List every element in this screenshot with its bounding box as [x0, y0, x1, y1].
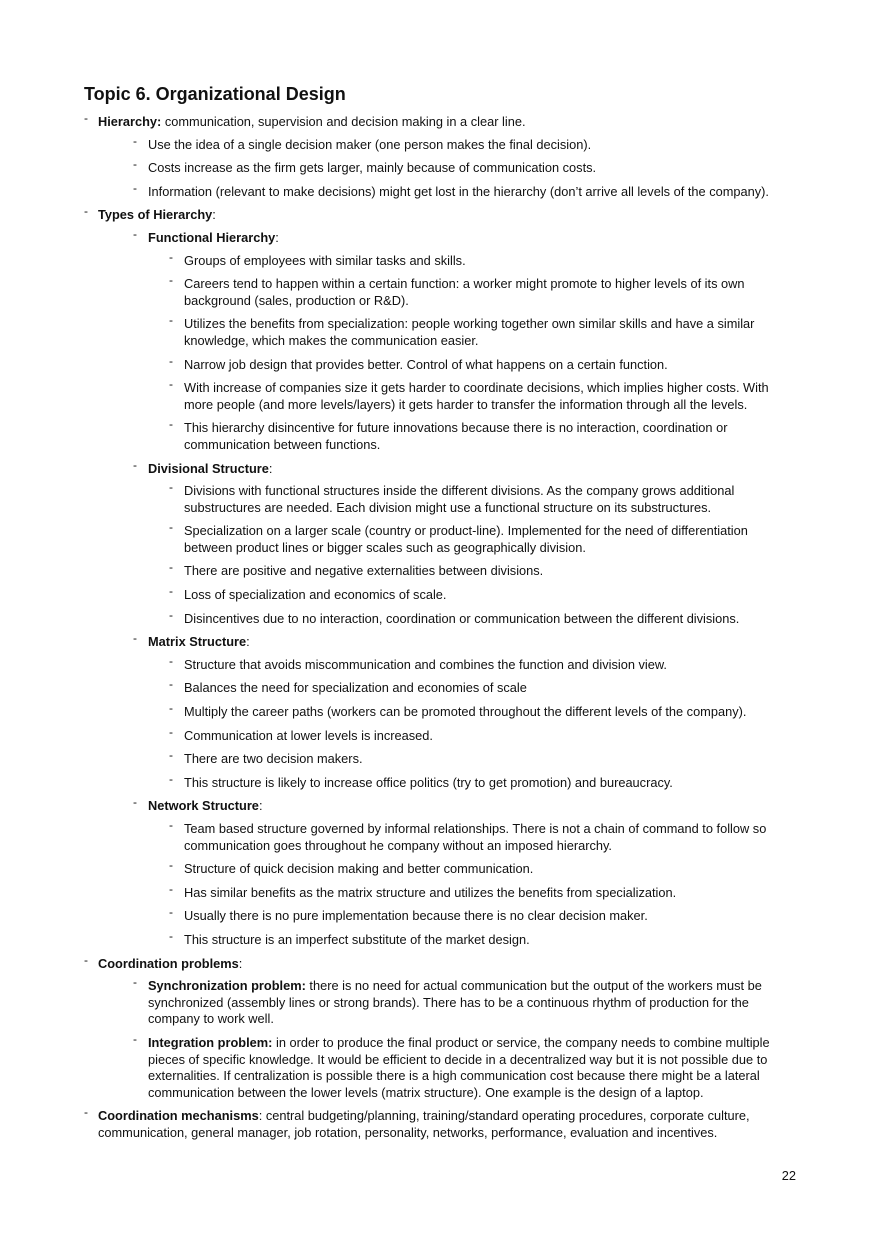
bullet-dash: - — [169, 724, 173, 739]
outline-subsubitem — [98, 653, 796, 674]
outline-subsubitem — [98, 249, 796, 270]
page-number: 22 — [781, 1168, 796, 1183]
bullet-dash: - — [84, 204, 88, 219]
bullet-dash: - — [169, 701, 173, 716]
item-text: : — [275, 229, 279, 245]
sub-list — [98, 480, 796, 627]
outline-subsubitem — [98, 313, 796, 349]
sub-list — [98, 133, 796, 201]
bullet-dash: - — [84, 111, 88, 125]
bullet-dash: - — [169, 353, 173, 368]
sub-list — [98, 226, 796, 949]
bullet-dash: - — [169, 748, 173, 763]
bullet-dash: - — [133, 226, 137, 241]
outline-subsubitem — [98, 584, 796, 604]
bullet-dash: - — [169, 584, 173, 599]
item-heading: Matrix Structure — [148, 634, 247, 650]
outline-subsubitem — [98, 858, 796, 878]
bullet-dash: - — [133, 457, 137, 472]
item-heading: Types of Hierarchy — [98, 207, 213, 223]
item-text: There are positive and negative externalities between divisions. — [184, 563, 544, 579]
item-text: This hierarchy disincentive for future innovations because there is no interaction, coordination or communication between functions. — [184, 420, 728, 452]
sub-list — [98, 975, 796, 1101]
outline-subitem — [98, 157, 796, 177]
item-text: communication, supervision and decision making in a clear line. — [161, 114, 526, 129]
item-text: Team based structure governed by informal relationships. There is not a chain of command to follow so communication goes throughout he company without an imposed hierarchy. — [184, 821, 767, 853]
outline-subitem — [98, 975, 796, 1028]
bullet-dash: - — [169, 858, 173, 873]
outline-item — [84, 1105, 796, 1141]
item-text: With increase of companies size it gets harder to coordinate decisions, which implies higher costs. With more people (and more levels/layers) it gets harder to transfer the information through all the levels. — [184, 380, 769, 412]
bullet-dash: - — [169, 377, 173, 392]
sub-list — [98, 249, 796, 454]
sub-list — [98, 653, 796, 792]
outline-subitem — [98, 795, 796, 948]
outline-subsubitem — [98, 607, 796, 628]
outline-item — [84, 952, 796, 1102]
outline-subsubitem — [98, 677, 796, 697]
outline-subsubitem — [98, 377, 796, 413]
item-text: Has similar benefits as the matrix structure and utilizes the benefits from specialization. — [184, 884, 677, 900]
bullet-dash: - — [169, 881, 173, 896]
outline-subsubitem — [98, 928, 796, 949]
item-text: Narrow job design that provides better. Control of what happens on a certain function. — [184, 356, 668, 372]
page-title: Topic 6. Organizational Design — [84, 84, 346, 104]
item-heading: Divisional Structure — [148, 460, 269, 476]
outline-subitem — [98, 180, 796, 201]
outline-subsubitem — [98, 480, 796, 516]
bullet-dash: - — [133, 180, 137, 195]
outline-subsubitem — [98, 881, 796, 902]
item-text: Utilizes the benefits from specialization: people working together own similar skills and have a similar knowledge, which makes the communication easier. — [184, 316, 755, 348]
bullet-dash: - — [133, 795, 137, 810]
bullet-dash: - — [133, 1031, 137, 1046]
item-text: Communication at lower levels is increased. — [184, 727, 433, 743]
item-text: there is no need for actual communication but the output of the workers must be synchronized (assembly lines or strong brands). There has to be a continuous rhythm of production for the company to work well. — [148, 978, 762, 1027]
bullet-dash: - — [169, 607, 173, 622]
outline-list — [84, 111, 796, 1142]
bullet-dash: - — [169, 928, 173, 943]
item-text: This structure is an imperfect substitute of the market design. — [184, 931, 530, 947]
item-text: : — [268, 460, 273, 476]
bullet-dash: - — [133, 133, 137, 148]
outline-subsubitem — [98, 724, 796, 745]
bullet-dash: - — [169, 818, 173, 832]
sub-list — [98, 818, 796, 949]
bullet-dash: - — [133, 631, 137, 646]
bullet-dash: - — [169, 249, 173, 264]
item-heading: Synchronization problem: — [148, 978, 306, 994]
bullet-dash: - — [84, 952, 88, 967]
item-text: Structure of quick decision making and better communication. — [184, 861, 534, 877]
document-body — [84, 111, 796, 1149]
outline-subsubitem — [98, 520, 796, 556]
item-text: Divisions with functional structures inside the different divisions. As the company grows additional substructures are needed. Each division might use a functional structure on its substructures. — [184, 483, 735, 515]
bullet-dash: - — [169, 417, 173, 432]
outline-subsubitem — [98, 417, 796, 453]
outline-subsubitem — [98, 560, 796, 580]
item-text: Groups of employees with similar tasks and skills. — [184, 252, 466, 268]
item-text: Balances the need for specialization and economies of scale — [184, 680, 527, 696]
outline-subitem — [98, 457, 796, 628]
item-heading: Coordination problems — [98, 955, 239, 971]
bullet-dash: - — [84, 1105, 88, 1120]
bullet-dash: - — [169, 520, 173, 535]
item-text: Disincentives due to no interaction, coordination or communication between the different divisions. — [184, 610, 740, 626]
outline-subsubitem — [98, 748, 796, 768]
item-text: Usually there is no pure implementation because there is no clear decision maker. — [184, 908, 648, 924]
item-text: Structure that avoids miscommunication and combines the function and division view. — [184, 656, 667, 672]
item-text: Careers tend to happen within a certain function: a worker might promote to higher levels of its own background (sales, production or R&D). — [184, 276, 745, 308]
outline-subitem — [98, 133, 796, 154]
item-text: in order to produce the final product or service, the company needs to combine multiple pieces of specific knowledge. It would be efficient to decide in a decentralized way but it is not possible due to externalities. If centralization is possible there is a high communication cost because there might be a lateral communication between the lower levels (matrix structure). One example is the design of a laptop. — [148, 1034, 770, 1100]
bullet-dash: - — [169, 480, 173, 495]
item-text: Costs increase as the firm gets larger, mainly because of communication costs. — [148, 160, 597, 176]
bullet-dash: - — [133, 157, 137, 172]
bullet-dash: - — [169, 905, 173, 920]
item-text: There are two decision makers. — [184, 751, 363, 767]
outline-subitem — [98, 1031, 796, 1101]
item-text: Multiply the career paths (workers can be promoted throughout the different levels of the company). — [184, 704, 747, 720]
outline-subsubitem — [98, 818, 796, 854]
item-text: : central budgeting/planning, training/standard operating procedures, corporate culture, communication, general manager, job rotation, personality, networks, performance, evaluation and incentives. — [98, 1108, 750, 1140]
bullet-dash: - — [169, 653, 173, 668]
item-heading: Network Structure — [148, 798, 259, 814]
outline-subsubitem — [98, 771, 796, 792]
item-text: Loss of specialization and economics of scale. — [184, 587, 447, 603]
item-heading: Coordination mechanisms — [98, 1108, 259, 1124]
bullet-dash: - — [169, 771, 173, 786]
outline-subsubitem — [98, 353, 796, 374]
item-text: : — [212, 207, 216, 223]
item-text: Specialization on a larger scale (country or product-line). Implemented for the need of differentiation between product lines or bigger scales such as geographically division. — [184, 523, 748, 555]
outline-subitem — [98, 631, 796, 791]
bullet-dash: - — [133, 975, 137, 990]
outline-subsubitem — [98, 905, 796, 925]
bullet-dash: - — [169, 313, 173, 328]
item-heading: Integration problem: — [148, 1034, 273, 1050]
item-text: Information (relevant to make decisions) might get lost in the hierarchy (don’t arrive all levels of the company). — [148, 183, 769, 199]
item-text: : — [246, 634, 250, 650]
item-text: : — [258, 798, 263, 814]
bullet-dash: - — [169, 273, 173, 288]
item-text: Use the idea of a single decision maker (one person makes the final decision). — [148, 136, 592, 152]
outline-subsubitem — [98, 701, 796, 721]
item-heading: Functional Hierarchy — [148, 229, 276, 245]
outline-subitem — [98, 226, 796, 454]
outline-subsubitem — [98, 273, 796, 309]
item-heading: Hierarchy: — [98, 114, 162, 129]
bullet-dash: - — [169, 560, 173, 575]
outline-item — [84, 111, 796, 200]
outline-item — [84, 204, 796, 948]
item-text: This structure is likely to increase office politics (try to get promotion) and bureaucracy. — [184, 774, 673, 790]
bullet-dash: - — [169, 677, 173, 692]
item-text: : — [238, 955, 243, 971]
